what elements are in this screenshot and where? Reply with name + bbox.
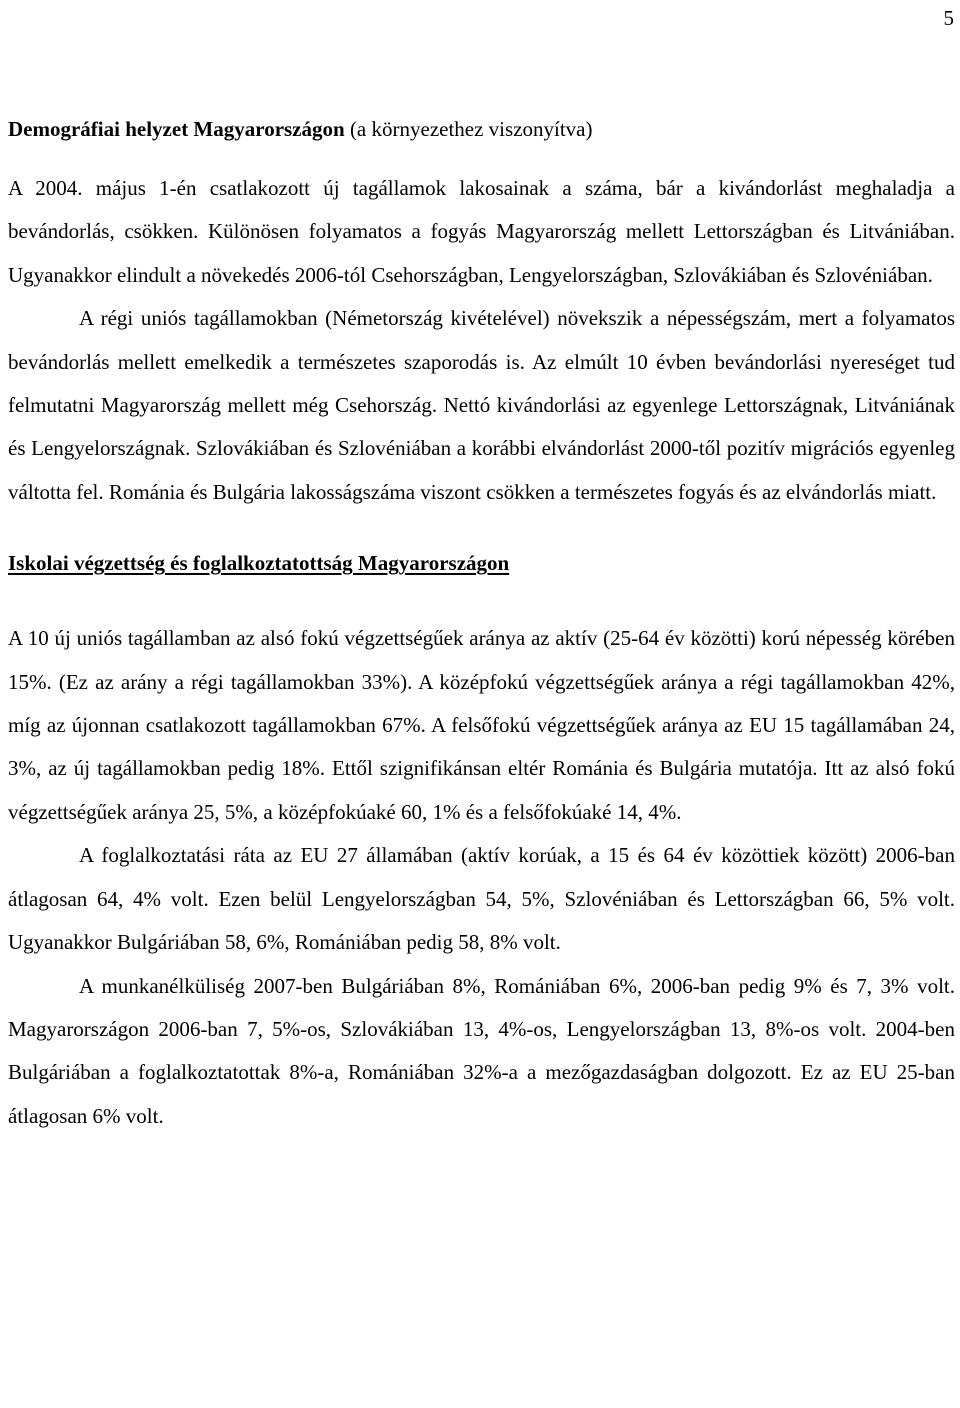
- section-heading-demography-subtitle: (a környezethez viszonyítva): [344, 117, 593, 141]
- section-heading-education-employment: Iskolai végzettség és foglalkoztatottság Magyarországon: [8, 551, 510, 576]
- section-heading-demography-bold: Demográfiai helyzet Magyarországon: [8, 117, 345, 141]
- page-number: 5: [943, 6, 954, 30]
- paragraph-unemployment: A munkanélküliség 2007-ben Bulgáriában 8%, Romániában 6%, 2006-ban pedig 9% és 7, 3% volt. Magyarországon 2006-ban 7, 5%-os, Szlovákiában 13, 4%-os, Lengyelországban 13, 8%-os volt. 2004-ben Bulgáriában a foglalkoztatottak 8%-a, Romániában 32%-a a mezőgazdaságban dolgozott. Ez az EU 25-ban átlagosan 6% volt.: [8, 973, 955, 1128]
- paragraph-employment-rate: A foglalkoztatási ráta az EU 27 államában (aktív korúak, a 15 és 64 év közöttiek között) 2006-ban átlagosan 64, 4% volt. Ezen belül Lengyelországban 54, 5%, Szlovéniában és Lettországban 66, 5% volt. Ugyanakkor Bulgáriában 58, 6%, Romániában pedig 58, 8% volt.: [8, 843, 955, 955]
- section-heading-demography: [8, 113, 955, 145]
- paragraph-education-levels: A 10 új uniós tagállamban az alsó fokú végzettségűek aránya az aktív (25-64 év közötti) korú népesség körében 15%. (Ez az arány a régi tagállamokban 33%). A középfokú végzettségűek aránya a régi tagállamokban 42%, míg az újonnan csatlakozott tagállamokban 67%. A felsőfokú végzettségűek aránya az EU 15 tagállamában 24, 3%, az új tagállamokban pedig 18%. Ettől szignifikánsan eltér Románia és Bulgária mutatója. Itt az alsó fokú végzettségűek aránya 25, 5%, a középfokúaké 60, 1% és a felsőfokúaké 14, 4%.: [8, 626, 955, 824]
- document-body: [8, 113, 955, 1138]
- paragraph-old-member-population: A régi uniós tagállamokban (Németország kivételével) növekszik a népességszám, mert a folyamatos bevándorlás mellett emelkedik a természetes szaporodás is. Az elmúlt 10 évben bevándorlási nyereséget tud felmutatni Magyarország mellett még Csehország. Nettó kivándorlási az egyenlege Lettországnak, Litvániának és Lengyelországnak. Szlovákiában és Szlovéniában a korábbi elvándorlást 2000-től pozitív migrációs egyenleg váltotta fel. Románia és Bulgária lakosságszáma viszont csökken a természetes fogyás és az elvándorlás miatt.: [8, 306, 955, 504]
- paragraph-new-member-population: A 2004. május 1-én csatlakozott új tagállamok lakosainak a száma, bár a kivándorlást meghaladja a bevándorlás, csökken. Különösen folyamatos a fogyás Magyarország mellett Lettországban és Litvániában. Ugyanakkor elindult a növekedés 2006-tól Csehországban, Lengyelországban, Szlovákiában és Szlovéniában.: [8, 176, 955, 287]
